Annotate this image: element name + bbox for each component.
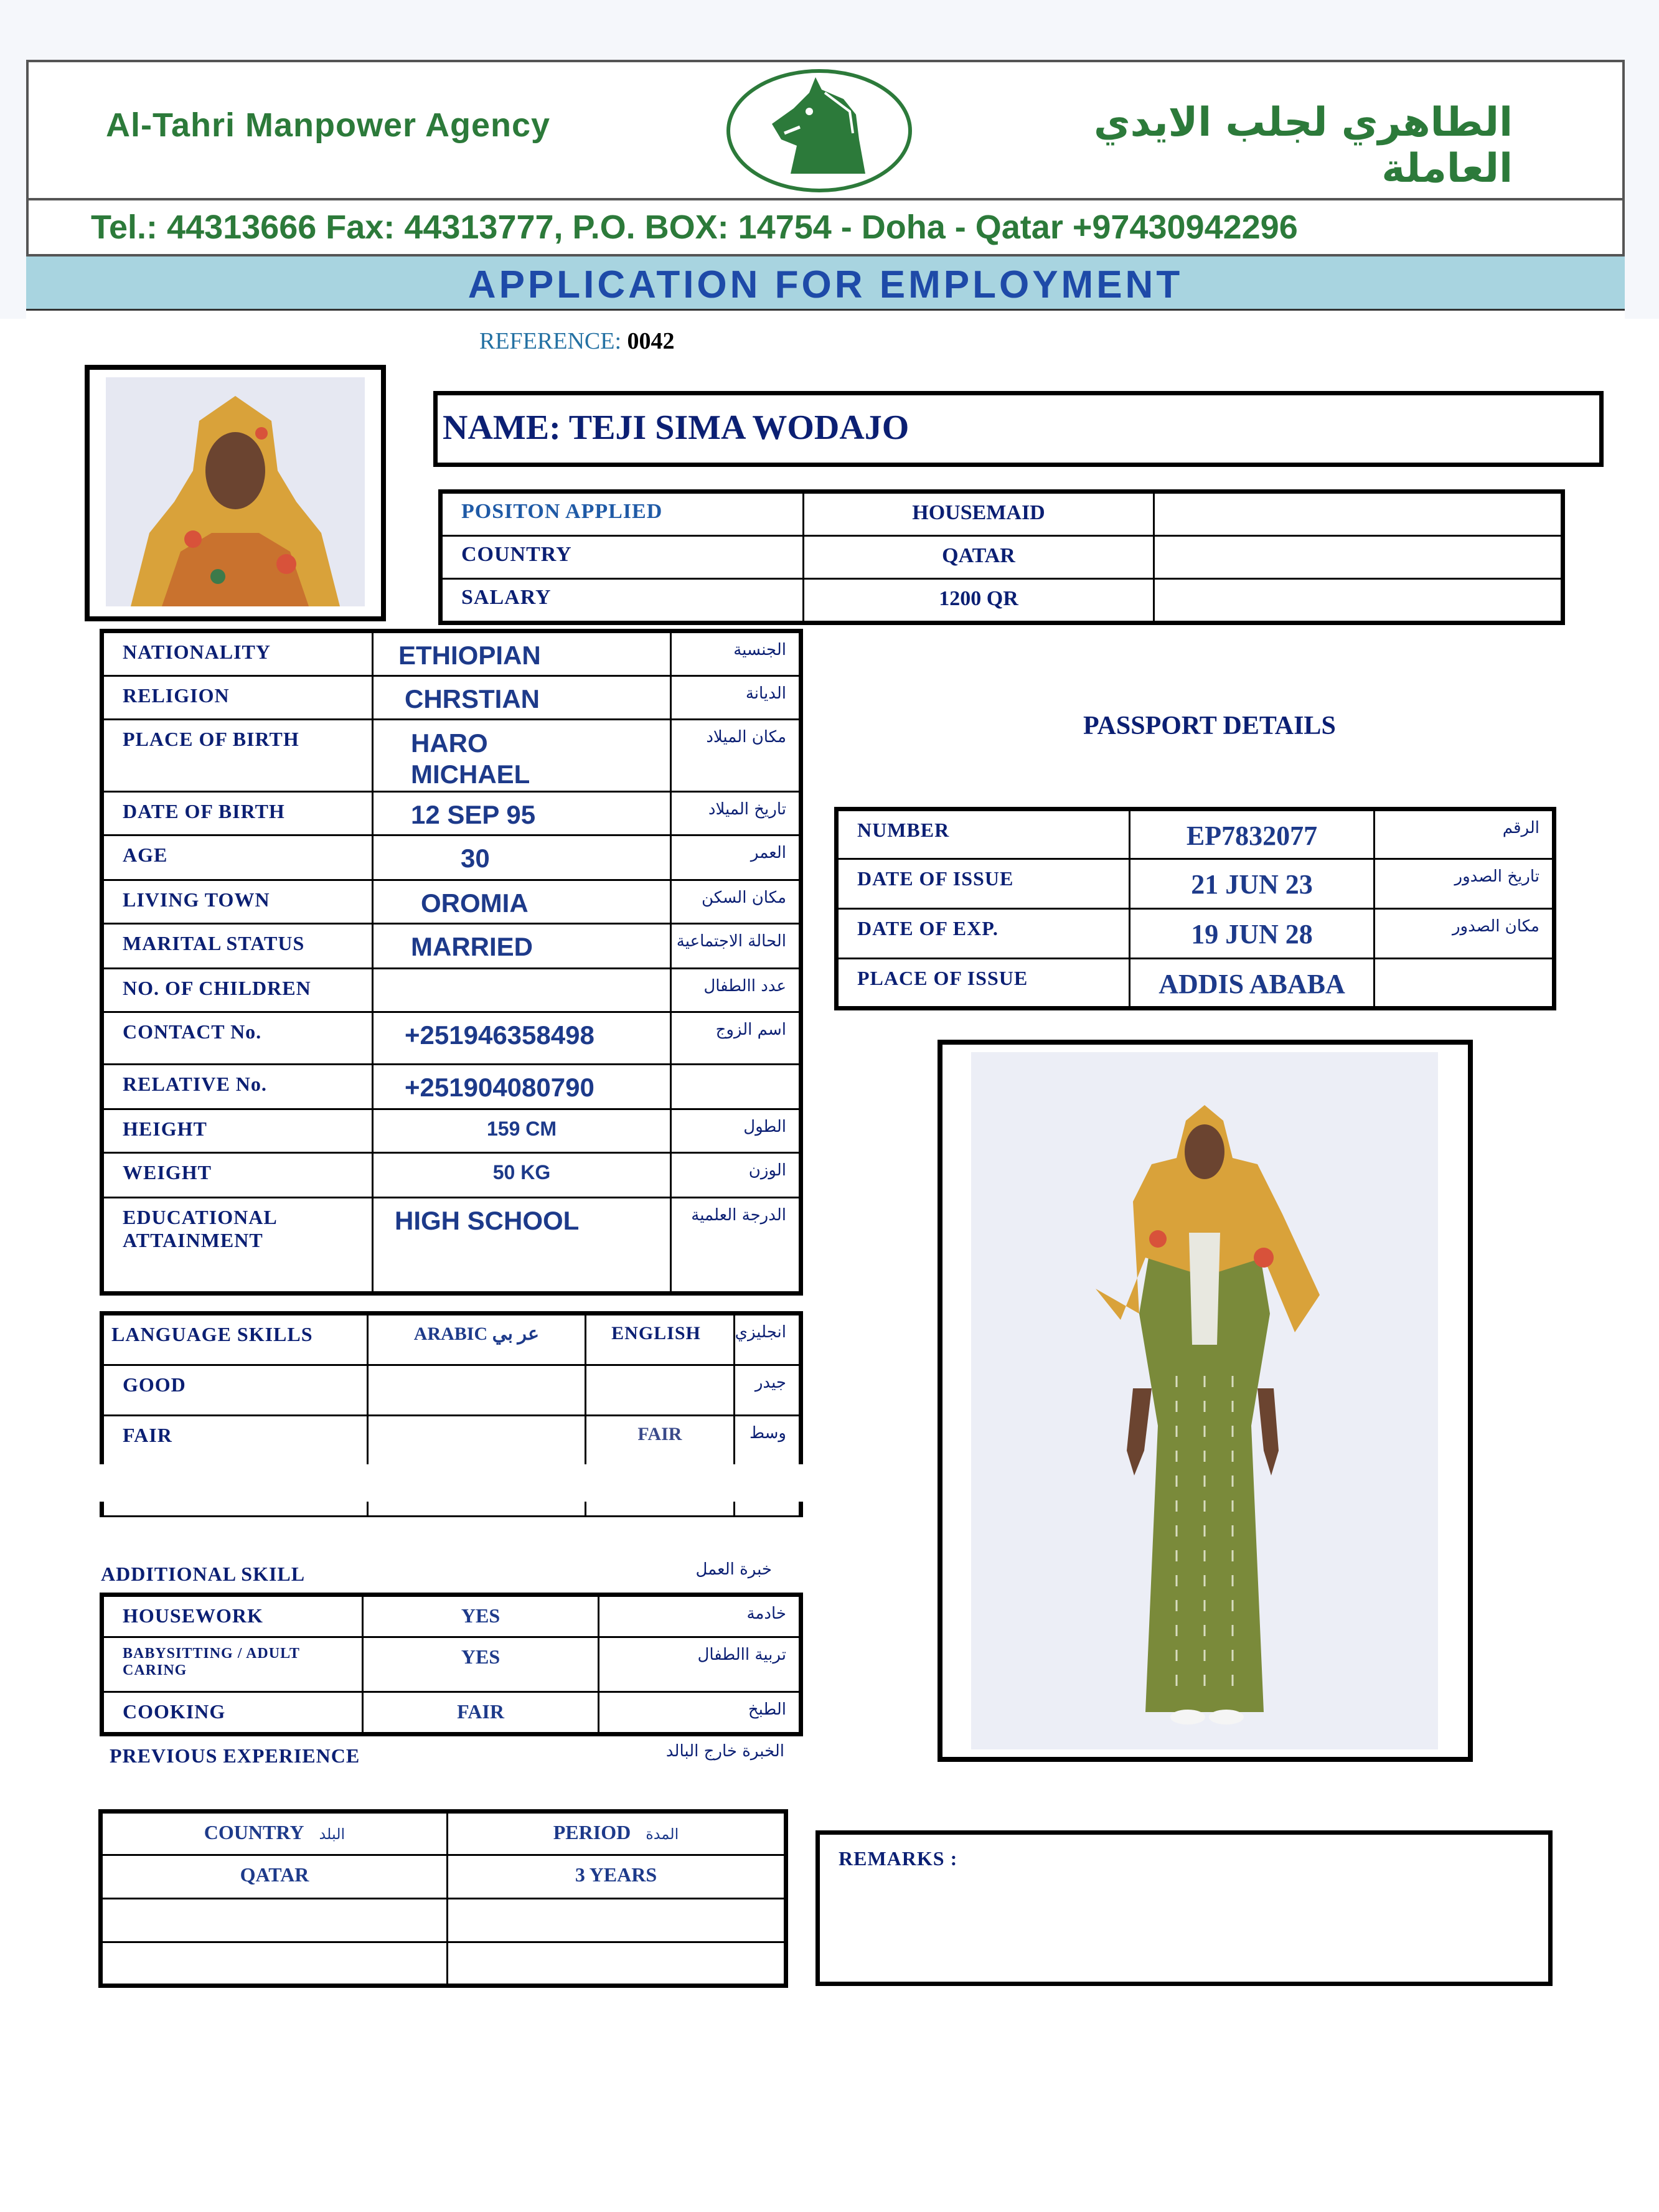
portrait-photo xyxy=(106,377,365,606)
table-row xyxy=(837,959,1554,1009)
table-row xyxy=(102,676,801,720)
table-row xyxy=(102,1595,801,1637)
table-row xyxy=(441,579,1563,623)
issue-date-label: DATE OF ISSUE xyxy=(837,859,1130,909)
religion-value: CHRSTIAN xyxy=(373,676,671,720)
table-row xyxy=(102,969,801,1012)
table-row xyxy=(102,1416,801,1466)
language-skills-title: LANGUAGE SKILLS xyxy=(102,1314,368,1365)
weight-label: WEIGHT xyxy=(102,1153,373,1198)
experience-period xyxy=(448,1942,786,1986)
english-fair: FAIR xyxy=(586,1416,734,1466)
passport-number-arabic: الرقم xyxy=(1375,809,1554,859)
marital-status-arabic: الحالة الاجتماعية xyxy=(671,924,801,969)
position-table xyxy=(438,489,1565,625)
reference xyxy=(479,327,675,355)
table-row xyxy=(102,1065,801,1109)
height-value: 159 CM xyxy=(373,1109,671,1153)
table-row xyxy=(102,880,801,924)
children-arabic: عدد االطفال xyxy=(671,969,801,1012)
cooking-label: COOKING xyxy=(102,1692,363,1734)
arabic-column-head: ARABIC عر بي xyxy=(367,1314,586,1365)
place-of-birth-arabic: مكان الميلاد xyxy=(671,720,801,792)
arabic-fair xyxy=(367,1416,586,1466)
period-column-head xyxy=(448,1812,786,1855)
table-row xyxy=(837,809,1554,859)
additional-skill-title-arabic: خبرة العمل xyxy=(695,1560,772,1579)
weight-arabic: الوزن xyxy=(671,1153,801,1198)
period-head-label: PERIOD xyxy=(553,1821,631,1843)
table-row xyxy=(102,1198,801,1294)
experience-period: 3 YEARS xyxy=(448,1855,786,1899)
arabic-good xyxy=(367,1365,586,1416)
horse-head-icon xyxy=(722,65,916,197)
empty-cell xyxy=(1154,536,1563,579)
passport-table xyxy=(834,807,1556,1010)
religion-arabic: الديانة xyxy=(671,676,801,720)
marital-status-value: MARRIED xyxy=(373,924,671,969)
country-column-head xyxy=(101,1812,448,1855)
english-column-head-arabic: انجليزي xyxy=(734,1314,801,1365)
housework-arabic: خادمة xyxy=(599,1595,801,1637)
education-label: EDUCATIONAL ATTAINMENT xyxy=(102,1198,373,1294)
table-row xyxy=(101,1899,786,1942)
nationality-value: ETHIOPIAN xyxy=(373,631,671,676)
table-row xyxy=(102,1365,801,1416)
living-town-value: OROMIA xyxy=(373,880,671,924)
table-row xyxy=(101,1855,786,1899)
table-row xyxy=(102,1692,801,1734)
relative-number-label: RELATIVE No. xyxy=(102,1065,373,1109)
table-row xyxy=(102,631,801,676)
contact-number-arabic: اسم الزوج xyxy=(671,1012,801,1065)
good-level-arabic: جيدر xyxy=(734,1365,801,1416)
fair-level-arabic: وسط xyxy=(734,1416,801,1466)
remarks-box xyxy=(815,1830,1553,1986)
passport-number-label: NUMBER xyxy=(837,809,1130,859)
country-value: QATAR xyxy=(804,536,1154,579)
table-row xyxy=(101,1812,786,1855)
experience-country xyxy=(101,1899,448,1942)
country-head-label: COUNTRY xyxy=(204,1821,304,1843)
position-label: POSITON APPLIED xyxy=(441,492,804,536)
experience-country: QATAR xyxy=(101,1855,448,1899)
housework-value: YES xyxy=(363,1595,599,1637)
remarks-label: REMARKS : xyxy=(839,1847,958,1870)
additional-skill-title: ADDITIONAL SKILL xyxy=(101,1563,306,1585)
reference-number: 0042 xyxy=(627,328,675,354)
babysitting-value: YES xyxy=(363,1637,599,1692)
personal-details-table xyxy=(100,629,803,1296)
table-row xyxy=(101,1942,786,1986)
education-arabic: الدرجة العلمية xyxy=(671,1198,801,1294)
cooking-arabic: الطبخ xyxy=(599,1692,801,1734)
experience-period xyxy=(448,1899,786,1942)
experience-country xyxy=(101,1942,448,1986)
empty-cell xyxy=(1154,492,1563,536)
table-row xyxy=(102,924,801,969)
children-label: NO. OF CHILDREN xyxy=(102,969,373,1012)
period-head-arabic: المدة xyxy=(646,1825,679,1843)
living-town-label: LIVING TOWN xyxy=(102,880,373,924)
relative-number-value: +251904080790 xyxy=(373,1065,671,1109)
table-row xyxy=(837,859,1554,909)
agency-name-arabic: الطاهري لجلب الايدي العاملة xyxy=(1093,100,1513,192)
table-row xyxy=(102,1012,801,1065)
date-of-birth-arabic: تاريخ الميلاد xyxy=(671,792,801,835)
place-of-birth-label: PLACE OF BIRTH xyxy=(102,720,373,792)
salary-label: SALARY xyxy=(441,579,804,623)
babysitting-arabic: تربية االطفال xyxy=(599,1637,801,1692)
age-arabic: العمر xyxy=(671,835,801,880)
table-row xyxy=(102,1637,801,1692)
country-head-arabic: البلد xyxy=(319,1825,345,1843)
date-of-birth-label: DATE OF BIRTH xyxy=(102,792,373,835)
applicant-name: NAME: TEJI SIMA WODAJO xyxy=(433,391,1604,467)
contact-number-value: +251946358498 xyxy=(373,1012,671,1065)
position-value: HOUSEMAID xyxy=(804,492,1154,536)
agency-contact-line: Tel.: 44313666 Fax: 44313777, P.O. BOX: 14754 - Doha - Qatar +97430942296 xyxy=(26,200,1625,256)
header-divider xyxy=(26,309,1625,319)
clipped-region xyxy=(100,1464,809,1502)
table-row xyxy=(102,835,801,880)
table-row xyxy=(102,792,801,835)
education-value: HIGH SCHOOL xyxy=(373,1198,671,1294)
english-column-head: ENGLISH xyxy=(586,1314,734,1365)
salary-value: 1200 QR xyxy=(804,579,1154,623)
children-value xyxy=(373,969,671,1012)
cooking-value: FAIR xyxy=(363,1692,599,1734)
expiry-date-value: 19 JUN 28 xyxy=(1130,909,1375,959)
table-row xyxy=(102,1314,801,1365)
fair-level-label: FAIR xyxy=(102,1416,368,1466)
issue-date-value: 21 JUN 23 xyxy=(1130,859,1375,909)
expiry-date-label: DATE OF EXP. xyxy=(837,909,1130,959)
form-title: APPLICATION FOR EMPLOYMENT xyxy=(26,256,1625,314)
additional-skills-table xyxy=(100,1593,803,1736)
passport-number-value: EP7832077 xyxy=(1130,809,1375,859)
relative-number-arabic xyxy=(671,1065,801,1109)
height-arabic: الطول xyxy=(671,1109,801,1153)
agency-name-english: Al-Tahri Manpower Agency xyxy=(106,106,551,144)
place-of-birth-value: HARO MICHAEL xyxy=(373,720,671,792)
empty-cell xyxy=(1154,579,1563,623)
table-row xyxy=(837,909,1554,959)
housework-label: HOUSEWORK xyxy=(102,1595,363,1637)
date-of-birth-value: 12 SEP 95 xyxy=(373,792,671,835)
previous-experience-title-arabic: الخبرة خارج البالد xyxy=(665,1742,784,1761)
english-good xyxy=(586,1365,734,1416)
religion-label: RELIGION xyxy=(102,676,373,720)
place-of-issue-value: ADDIS ABABA xyxy=(1130,959,1375,1009)
issue-date-arabic: تاريخ الصدور xyxy=(1375,859,1554,909)
living-town-arabic: مكان السكن xyxy=(671,880,801,924)
table-row xyxy=(441,536,1563,579)
age-label: AGE xyxy=(102,835,373,880)
good-level-label: GOOD xyxy=(102,1365,368,1416)
table-row xyxy=(441,492,1563,536)
reference-label: REFERENCE: xyxy=(479,328,622,354)
table-row xyxy=(102,720,801,792)
table-row xyxy=(102,1109,801,1153)
place-of-issue-label: PLACE OF ISSUE xyxy=(837,959,1130,1009)
contact-number-label: CONTACT No. xyxy=(102,1012,373,1065)
place-of-issue-arabic xyxy=(1375,959,1554,1009)
full-body-photo xyxy=(971,1052,1438,1749)
age-value: 30 xyxy=(373,835,671,880)
nationality-label: NATIONALITY xyxy=(102,631,373,676)
babysitting-label: BABYSITTING / ADULT CARING xyxy=(102,1637,363,1692)
expiry-date-arabic: مكان الصدور xyxy=(1375,909,1554,959)
table-row xyxy=(102,1153,801,1198)
passport-details-title: PASSPORT DETAILS xyxy=(1083,712,1336,740)
nationality-arabic: الجنسية xyxy=(671,631,801,676)
height-label: HEIGHT xyxy=(102,1109,373,1153)
country-label: COUNTRY xyxy=(441,536,804,579)
previous-experience-table xyxy=(98,1809,788,1988)
previous-experience-title: PREVIOUS EXPERIENCE xyxy=(110,1744,360,1767)
weight-value: 50 KG xyxy=(373,1153,671,1198)
marital-status-label: MARITAL STATUS xyxy=(102,924,373,969)
